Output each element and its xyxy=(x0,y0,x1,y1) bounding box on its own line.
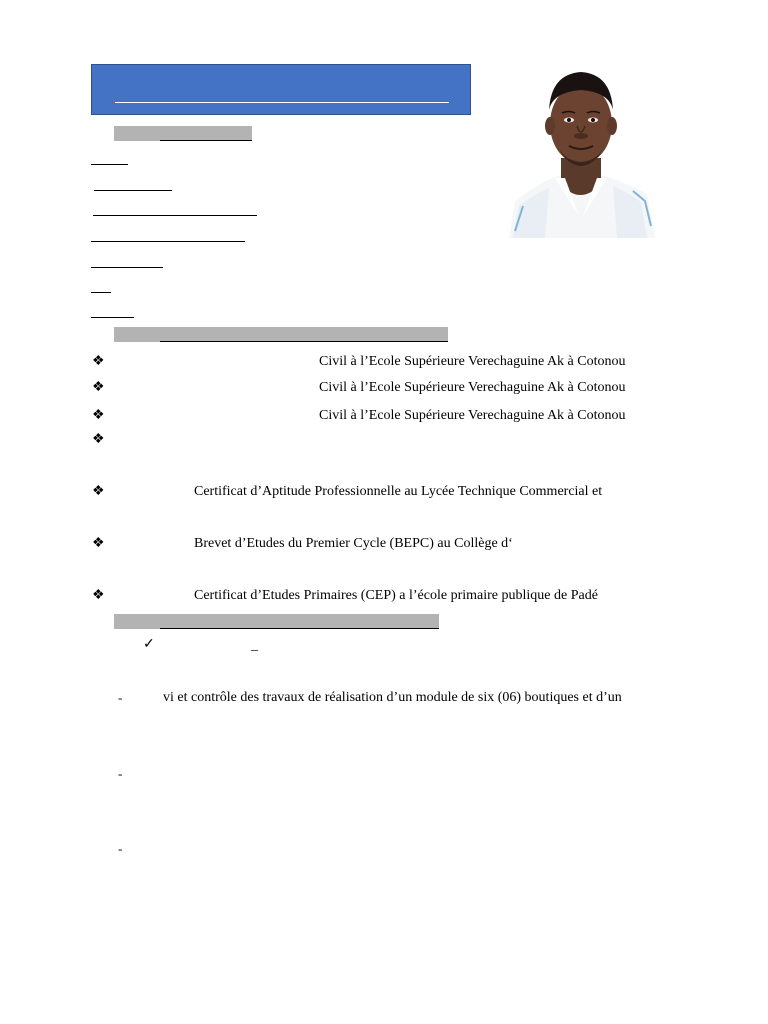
formation-item: Civil à l’Ecole Supérieure Verechaguine Ak à Cotonou xyxy=(319,380,626,395)
name-banner xyxy=(91,64,471,115)
identity-field-line xyxy=(91,292,111,293)
experience-task: vi et contrôle des travaux de réalisation d’un module de six (06) boutiques et d’un xyxy=(163,690,622,705)
dash-bullet: - xyxy=(118,766,123,781)
identity-field-line xyxy=(91,267,163,268)
formation-item: Certificat d’Aptitude Professionnelle au Lycée Technique Commercial et xyxy=(194,484,603,499)
checkmark-icon: ✓ xyxy=(143,637,155,652)
bullet-diamond-icon: ❖ xyxy=(92,408,105,423)
section-header-identity-bar xyxy=(114,126,252,141)
section-header-experience-underline xyxy=(160,628,439,629)
formation-item: Civil à l’Ecole Supérieure Verechaguine Ak à Cotonou xyxy=(319,408,626,423)
identity-field-line xyxy=(94,190,172,191)
bullet-diamond-icon: ❖ xyxy=(92,354,105,369)
bullet-diamond-icon: ❖ xyxy=(92,380,105,395)
identity-field-line xyxy=(93,215,257,216)
section-header-experience-bar xyxy=(114,614,439,629)
formation-item: Civil à l’Ecole Supérieure Verechaguine Ak à Cotonou xyxy=(319,354,626,369)
section-header-formation-underline xyxy=(160,341,448,342)
formation-item: Brevet d’Etudes du Premier Cycle (BEPC) au Collège d‘ xyxy=(194,536,513,551)
name-banner-underline xyxy=(115,102,449,103)
profile-photo-image xyxy=(505,66,655,238)
section-header-formation-bar xyxy=(114,327,448,342)
section-header-formation xyxy=(114,327,448,342)
formation-item: Certificat d’Etudes Primaires (CEP) a l’école primaire publique de Padé xyxy=(194,588,598,603)
dash-bullet: - xyxy=(118,841,123,856)
dash-bullet: - xyxy=(118,690,123,705)
experience-role-placeholder: _ xyxy=(251,638,258,653)
section-header-experience xyxy=(114,614,439,629)
section-header-identity-underline xyxy=(160,140,252,141)
bullet-diamond-icon: ❖ xyxy=(92,588,105,603)
bullet-diamond-icon: ❖ xyxy=(92,484,105,499)
bullet-diamond-icon: ❖ xyxy=(92,432,105,447)
identity-field-line xyxy=(91,164,128,165)
identity-field-line xyxy=(91,317,134,318)
identity-field-line xyxy=(91,241,245,242)
profile-photo xyxy=(505,66,655,238)
section-header-identity xyxy=(114,126,254,141)
bullet-diamond-icon: ❖ xyxy=(92,536,105,551)
